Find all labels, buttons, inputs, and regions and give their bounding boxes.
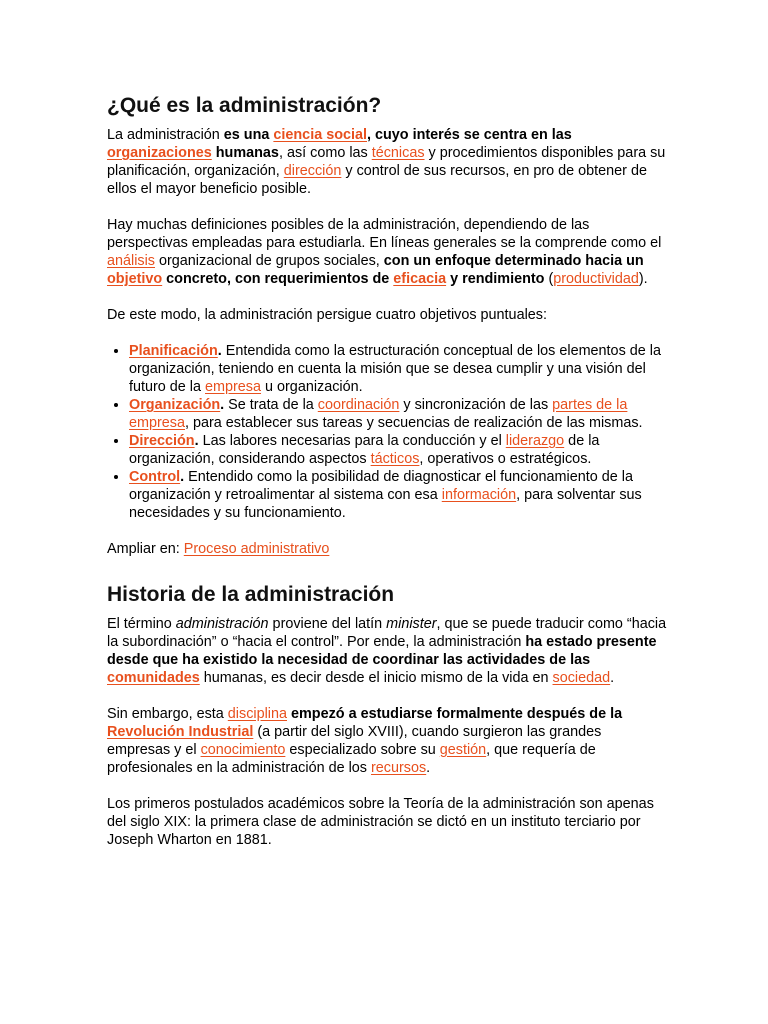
paragraph-revolucion: Sin embargo, esta disciplina empezó a estudiarse formalmente después de la Revolución Industrial (a partir del siglo XVIII), cuando surgieron las grandes empresas y el conocimiento especializado sobre su gestión, que requería de profesionales en la administración de los recursos. — [107, 706, 623, 776]
paragraph-postulados: Los primeros postulados académicos sobre la Teoría de la administración son apenas del siglo XIX: la primera clase de administración se dictó en un instituto terciario por Joseph Wharton en 1881. — [107, 796, 654, 848]
link-coordinacion[interactable]: coordinación — [317, 397, 400, 413]
link-revolucion-industrial[interactable]: Revolución Industrial — [107, 724, 254, 740]
link-productividad[interactable]: productividad — [553, 271, 639, 287]
paragraph-ampliar: Ampliar en: Proceso administrativo — [107, 541, 330, 557]
paragraph-objetivos-intro: De este modo, la administración persigue cuatro objetivos puntuales: — [107, 307, 547, 323]
link-organizaciones[interactable]: organizaciones — [107, 145, 212, 161]
paragraph-definiciones: Hay muchas definiciones posibles de la administración, dependiendo de las perspectivas empleadas para estudiarla. En líneas generales se la comprende como el análisis organizacional de grupos sociales, con un enfoque determinado hacia un objetivo concreto, con requerimientos de eficacia y rendimiento (productividad). — [107, 217, 662, 287]
link-conocimiento[interactable]: conocimiento — [200, 742, 286, 758]
link-tecnicas[interactable]: técnicas — [371, 145, 425, 161]
link-ciencia-social[interactable]: ciencia social — [273, 127, 367, 143]
link-informacion[interactable]: información — [441, 487, 517, 503]
document-body — [107, 93, 667, 867]
link-sociedad[interactable]: sociedad — [552, 670, 611, 686]
link-organizacion[interactable]: Organización — [129, 397, 221, 413]
objetivos-list — [107, 342, 667, 522]
link-gestion[interactable]: gestión — [439, 742, 487, 758]
link-direccion-item[interactable]: Dirección — [129, 433, 195, 449]
link-proceso-administrativo[interactable]: Proceso administrativo — [183, 541, 330, 557]
link-planificacion[interactable]: Planificación — [129, 343, 218, 359]
link-tacticos[interactable]: tácticos — [370, 451, 420, 467]
list-item-direccion: • Dirección. Las labores necesarias para la conducción y el liderazgo de la organización, considerando aspectos tácticos, operativos o estratégicos. — [129, 432, 667, 468]
list-item-planificacion: • Planificación. Entendida como la estructuración conceptual de los elementos de la organización, teniendo en cuenta la misión que se desea cumplir y una visión del futuro de la empresa u organización. — [129, 342, 667, 396]
list-item-control: • Control. Entendido como la posibilidad de diagnosticar el funcionamiento de la organización y retroalimentar al sistema con esa información, para solventar sus necesidades y su funcionamiento. — [129, 468, 667, 522]
link-partes-de-la-empresa[interactable]: partes de la empresa — [129, 397, 628, 431]
paragraph-definicion: La administración es una ciencia social, cuyo interés se centra en las organizaciones humanas, así como las técnicas y procedimientos disponibles para su planificación, organización, dirección y control de sus recursos, en pro de obtener de ellos el mayor beneficio posible. — [107, 127, 666, 197]
section-title-que-es: ¿Qué es la administración? — [107, 94, 382, 117]
list-item-organizacion: • Organización. Se trata de la coordinación y sincronización de las partes de la empresa, para establecer sus tareas y secuencias de realización de las mismas. — [129, 396, 667, 432]
link-liderazgo[interactable]: liderazgo — [505, 433, 565, 449]
link-disciplina[interactable]: disciplina — [227, 706, 287, 722]
link-comunidades[interactable]: comunidades — [107, 670, 200, 686]
link-control[interactable]: Control — [129, 469, 181, 485]
link-direccion[interactable]: dirección — [283, 163, 342, 179]
link-recursos[interactable]: recursos — [370, 760, 427, 776]
paragraph-etimologia: El término administración proviene del latín minister, que se puede traducir como “hacia la subordinación” o “hacia el control”. Por ende, la administración ha estado presente desde que ha existido la necesidad de coordinar las actividades de las comunidades humanas, es decir desde el inicio mismo de la vida en sociedad. — [107, 616, 667, 686]
link-analisis[interactable]: análisis — [107, 253, 155, 269]
link-objetivo[interactable]: objetivo — [107, 271, 163, 287]
link-eficacia[interactable]: eficacia — [393, 271, 447, 287]
section-title-historia: Historia de la administración — [107, 583, 395, 606]
link-empresa[interactable]: empresa — [205, 379, 262, 395]
